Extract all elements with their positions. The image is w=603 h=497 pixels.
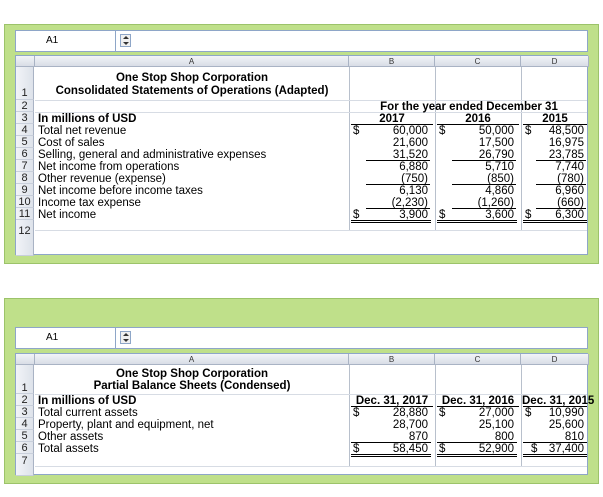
row-header[interactable]: 4 — [16, 124, 34, 136]
value-cell[interactable]: 16,975 — [548, 137, 584, 149]
value-cell[interactable]: (1,260) — [477, 197, 514, 209]
row-header[interactable]: 2 — [16, 100, 34, 112]
line-label: Other assets — [38, 431, 104, 443]
value-cell[interactable]: 28,880 — [392, 407, 428, 419]
value-cell[interactable]: 23,785 — [548, 149, 584, 161]
value-cell[interactable]: 10,990 — [548, 407, 584, 419]
line-label: Other revenue (expense) — [38, 173, 166, 185]
column-header-c[interactable]: C — [435, 56, 521, 67]
date-heading: Dec. 31, 2016 — [441, 395, 515, 407]
line-label: Net income — [38, 209, 97, 221]
row-header[interactable]: 12 — [16, 220, 34, 256]
period-heading: For the year ended December 31 — [380, 101, 558, 113]
statement-title: Partial Balance Sheets (Condensed) — [93, 380, 291, 392]
total-double-line — [437, 220, 517, 223]
value-cell[interactable]: 25,600 — [548, 419, 584, 431]
row-header[interactable]: 3 — [16, 112, 34, 124]
unit-label: In millions of USD — [38, 395, 137, 407]
row-header[interactable]: 5 — [16, 136, 34, 148]
gridline — [35, 230, 587, 231]
line-label: Total net revenue — [38, 125, 127, 137]
total-double-line — [437, 454, 517, 457]
value-cell[interactable]: 48,500 — [548, 125, 584, 137]
statement-title: Consolidated Statements of Operations (Adapted) — [55, 85, 329, 97]
value-cell[interactable]: 6,130 — [399, 185, 428, 197]
row-header[interactable]: 5 — [16, 430, 34, 442]
gridline — [521, 67, 522, 230]
income-statement-window — [4, 24, 599, 264]
row-header[interactable]: 9 — [16, 184, 34, 196]
value-cell[interactable]: 800 — [494, 431, 514, 443]
row-header[interactable]: 2 — [16, 394, 34, 406]
value-cell[interactable]: 37,400 — [548, 443, 584, 455]
spreadsheet-grid[interactable] — [15, 55, 588, 255]
row-header[interactable]: 3 — [16, 406, 34, 418]
name-box-dropdown-icon[interactable] — [120, 34, 131, 47]
gridline — [349, 67, 350, 230]
unit-label: In millions of USD — [38, 113, 137, 125]
row-header[interactable]: 10 — [16, 196, 34, 208]
year-heading: 2015 — [542, 113, 568, 125]
column-header-d[interactable]: D — [521, 56, 589, 67]
value-cell[interactable]: 17,500 — [478, 137, 514, 149]
name-box[interactable]: A1 — [16, 31, 116, 51]
line-label: Income tax expense — [38, 197, 141, 209]
value-cell[interactable]: 26,790 — [478, 149, 514, 161]
column-header-a[interactable]: A — [35, 56, 349, 67]
total-double-line — [523, 220, 587, 223]
value-cell[interactable]: 27,000 — [478, 407, 514, 419]
row-header[interactable]: 7 — [16, 454, 34, 476]
formula-bar — [15, 327, 588, 349]
row-header[interactable]: 6 — [16, 442, 34, 454]
column-header-d[interactable]: D — [521, 354, 589, 365]
currency-symbol: $ — [439, 407, 446, 419]
value-cell[interactable]: 52,900 — [478, 443, 514, 455]
select-all-corner[interactable] — [16, 354, 35, 365]
total-double-line — [351, 454, 431, 457]
value-cell[interactable]: 6,300 — [555, 209, 584, 221]
value-cell[interactable]: 810 — [564, 431, 584, 443]
total-double-line — [523, 454, 587, 457]
value-cell[interactable]: (660) — [557, 197, 584, 209]
name-box-dropdown-icon[interactable] — [120, 331, 131, 344]
value-cell[interactable]: 7,740 — [555, 161, 584, 173]
row-header[interactable]: 1 — [16, 67, 34, 100]
company-name: One Stop Shop Corporation — [115, 72, 269, 84]
value-cell[interactable]: 3,600 — [485, 209, 514, 221]
row-header[interactable]: 6 — [16, 148, 34, 160]
gridline — [521, 365, 522, 466]
gridline — [435, 365, 436, 466]
value-cell[interactable]: 3,900 — [399, 209, 428, 221]
company-name: One Stop Shop Corporation — [115, 368, 269, 380]
line-label: Property, plant and equipment, net — [38, 419, 214, 431]
currency-symbol: $ — [525, 209, 532, 221]
currency-symbol: $ — [353, 443, 360, 455]
row-header[interactable]: 7 — [16, 160, 34, 172]
column-header-c[interactable]: C — [435, 354, 521, 365]
column-header-b[interactable]: B — [349, 56, 435, 67]
select-all-corner[interactable] — [16, 56, 35, 67]
currency-symbol: $ — [439, 209, 446, 221]
row-header[interactable]: 8 — [16, 172, 34, 184]
value-cell[interactable]: (780) — [557, 173, 584, 185]
date-heading: Dec. 31, 2017 — [355, 395, 429, 407]
gridline — [349, 365, 350, 466]
currency-symbol: $ — [525, 407, 532, 419]
row-header[interactable]: 11 — [16, 208, 34, 220]
currency-symbol: $ — [353, 209, 360, 221]
currency-symbol: $ — [353, 125, 360, 137]
year-heading: 2017 — [379, 113, 405, 125]
value-cell[interactable]: (2,230) — [391, 197, 428, 209]
value-cell[interactable]: 28,700 — [392, 419, 428, 431]
value-cell[interactable]: 6,880 — [399, 161, 428, 173]
spreadsheet-grid[interactable] — [15, 353, 595, 475]
value-cell[interactable]: 25,100 — [478, 419, 514, 431]
row-header[interactable]: 4 — [16, 418, 34, 430]
line-label: Cost of sales — [38, 137, 105, 149]
value-cell[interactable]: 58,450 — [392, 443, 428, 455]
name-box[interactable]: A1 — [16, 328, 116, 348]
currency-symbol: $ — [439, 125, 446, 137]
line-label: Total assets — [38, 443, 99, 455]
value-cell[interactable]: 5,710 — [485, 161, 514, 173]
value-cell[interactable]: 4,860 — [485, 185, 514, 197]
gridline — [35, 466, 587, 467]
value-cell[interactable]: 6,960 — [555, 185, 584, 197]
value-cell[interactable]: 21,600 — [392, 137, 428, 149]
currency-symbol: $ — [531, 443, 538, 455]
formula-bar — [15, 30, 588, 52]
currency-symbol: $ — [525, 125, 532, 137]
value-cell[interactable]: 60,000 — [392, 125, 428, 137]
value-cell[interactable]: (750) — [401, 173, 428, 185]
value-cell[interactable]: 870 — [408, 431, 428, 443]
currency-symbol: $ — [353, 407, 360, 419]
currency-symbol: $ — [439, 443, 446, 455]
column-header-a[interactable]: A — [35, 354, 349, 365]
total-double-line — [351, 220, 431, 223]
row-header[interactable]: 1 — [16, 365, 34, 394]
column-header-b[interactable]: B — [349, 354, 435, 365]
line-label: Total current assets — [38, 407, 138, 419]
line-label: Selling, general and administrative expenses — [38, 149, 267, 161]
year-heading: 2016 — [465, 113, 491, 125]
line-label: Net income before income taxes — [38, 185, 203, 197]
value-cell[interactable]: (850) — [487, 173, 514, 185]
gridline — [435, 67, 436, 230]
value-cell[interactable]: 50,000 — [478, 125, 514, 137]
date-heading: Dec. 31, 2015 — [522, 395, 595, 407]
value-cell[interactable]: 31,520 — [392, 149, 428, 161]
balance-sheet-window — [4, 298, 599, 484]
line-label: Net income from operations — [38, 161, 180, 173]
